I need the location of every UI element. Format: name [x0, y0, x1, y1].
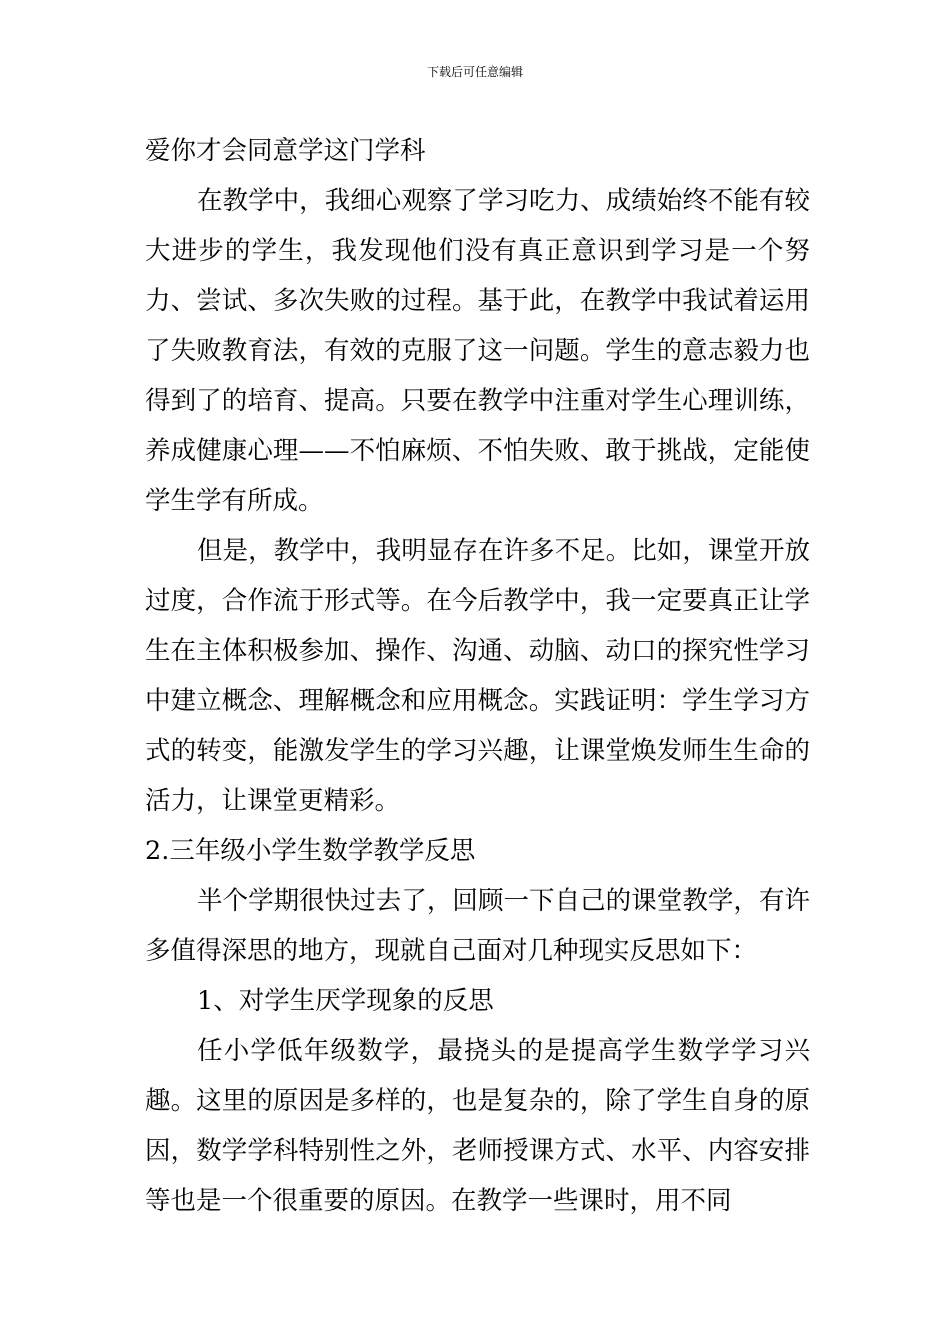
paragraph-failure-education: 在教学中，我细心观察了学习吃力、成绩始终不能有较大进步的学生，我发现他们没有真正意识到学习是一个努力、尝试、多次失败的过程。基于此，在教学中我试着运用了失败教育法，有效的克服了这一问题。学生的意志毅力也得到了的培育、提高。只要在教学中注重对学生心理训练，养成健康心理——不怕麻烦、不怕失败、敢于挑战，定能使学生学有所成。 [145, 186, 810, 516]
paragraph-continuation: 爱你才会同意学这门学科 [145, 136, 426, 166]
paragraph-interest: 任小学低年级数学，最挠头的是提高学生数学学习兴趣。这里的原因是多样的，也是复杂的，除了学生自身的原因，数学学科特别性之外，老师授课方式、水平、内容安排等也是一个很重要的原因。在教学一些课时，用不同 [145, 1036, 810, 1216]
document-body [145, 126, 810, 1226]
page-header: 下载后可任意编辑 [426, 65, 523, 79]
paragraph-intro: 半个学期很快过去了，回顾一下自己的课堂教学，有许多值得深思的地方，现就自己面对几种现实反思如下： [145, 886, 810, 966]
paragraph-shortcomings: 但是，教学中，我明显存在许多不足。比如，课堂开放过度，合作流于形式等。在今后教学中，我一定要真正让学生在主体积极参加、操作、沟通、动脑、动口的探究性学习中建立概念、理解概念和应用概念。实践证明：学生学习方式的转变，能激发学生的学习兴趣，让课堂焕发师生生命的活力，让课堂更精彩。 [145, 536, 810, 816]
section-heading: 2.三年级小学生数学教学反思 [145, 836, 476, 866]
subsection-heading: 1、对学生厌学现象的反思 [197, 986, 494, 1016]
